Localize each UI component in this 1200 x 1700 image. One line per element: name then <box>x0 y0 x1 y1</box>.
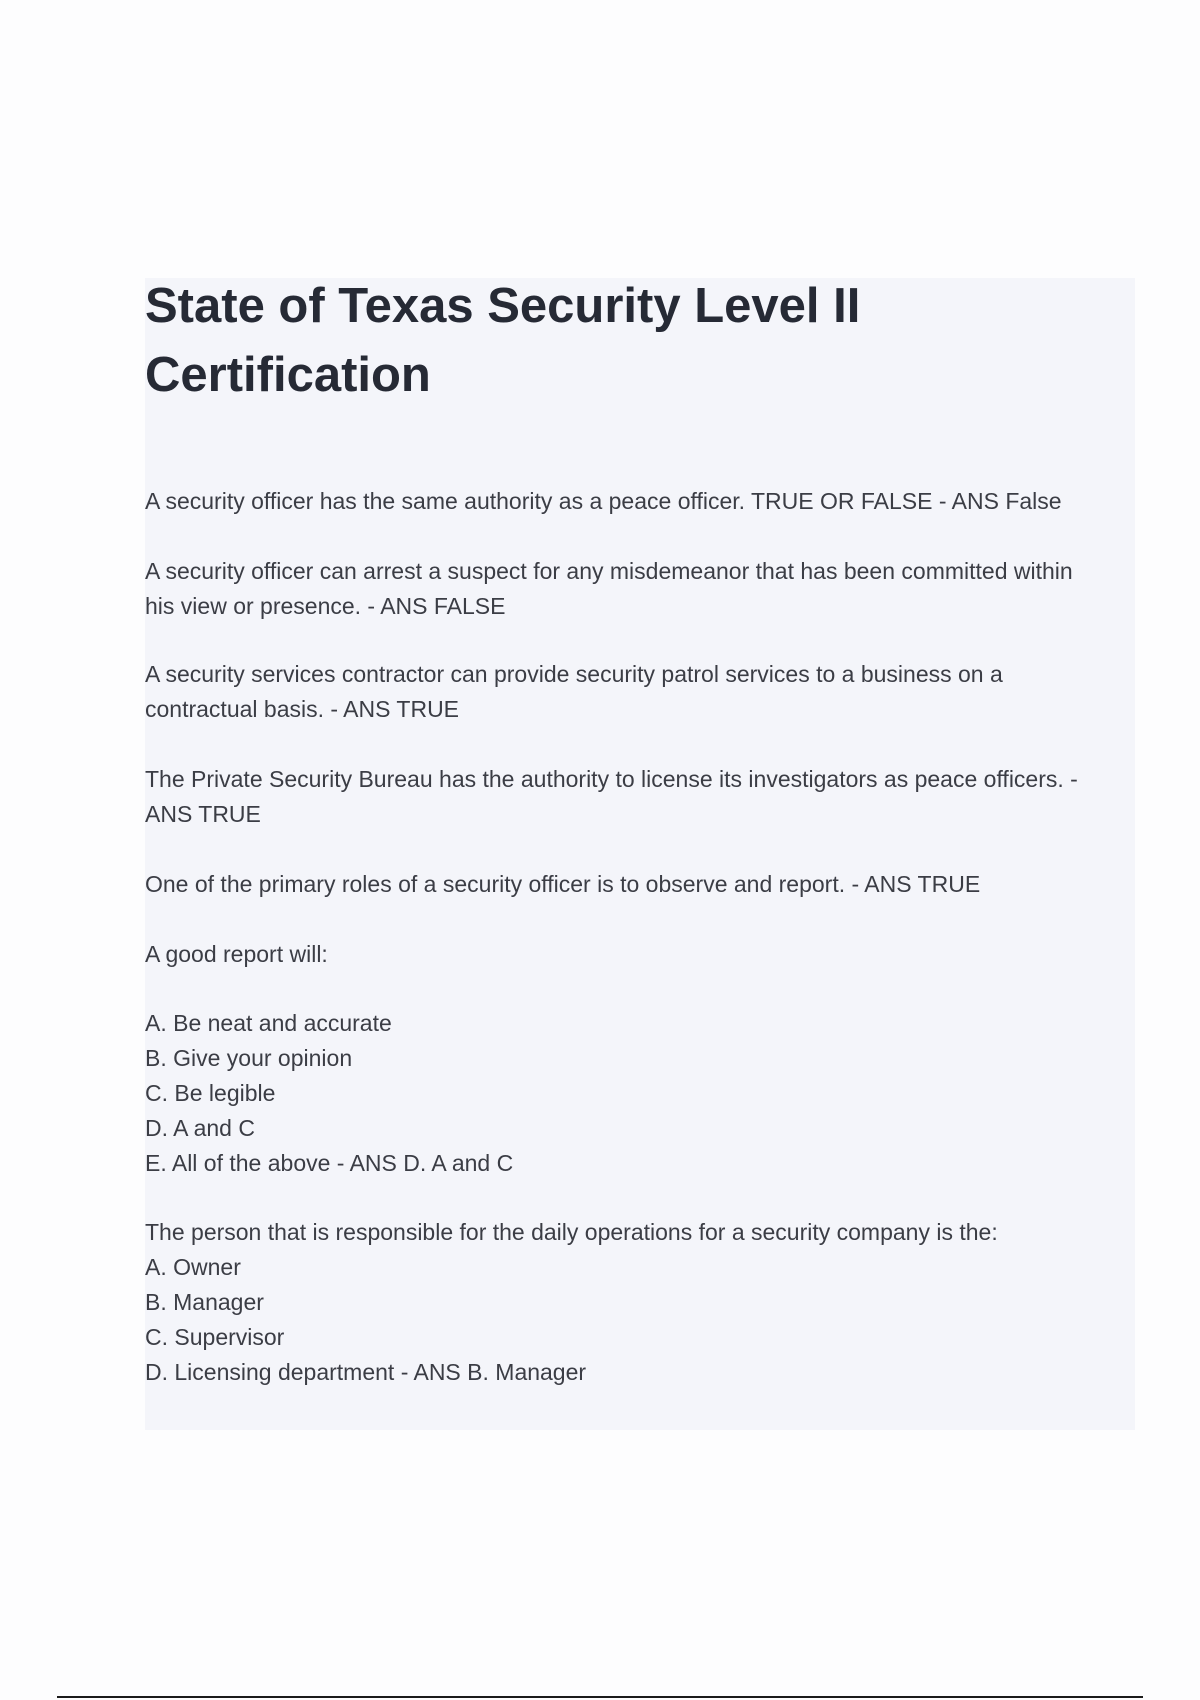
document-title-line-2: Certification <box>145 348 431 402</box>
question-7 <box>145 1215 1145 1390</box>
question-6-option-e: E. All of the above - ANS D. A and C <box>145 1150 514 1176</box>
question-6-option-b: B. Give your opinion <box>145 1045 353 1071</box>
question-3-line-1: A security services contractor can provide security patrol services to a business on a <box>145 661 1003 687</box>
document-title <box>145 272 1085 410</box>
question-2 <box>145 554 1145 624</box>
document-title-line-1: State of Texas Security Level II <box>145 279 861 333</box>
question-6 <box>145 937 1145 972</box>
question-1-line-1: A security officer has the same authority as a peace officer. TRUE OR FALSE - ANS False <box>145 488 1062 514</box>
question-4 <box>145 762 1145 832</box>
question-6-line-1: A good report will: <box>145 941 328 967</box>
question-2-line-1: A security officer can arrest a suspect for any misdemeanor that has been committed within <box>145 558 1073 584</box>
question-7-line-1: The person that is responsible for the daily operations for a security company is the: <box>145 1219 998 1245</box>
question-7-option-a: A. Owner <box>145 1254 241 1280</box>
question-1 <box>145 484 1145 519</box>
question-7-option-d: D. Licensing department - ANS B. Manager <box>145 1359 587 1385</box>
question-2-line-2: his view or presence. - ANS FALSE <box>145 593 506 619</box>
question-3 <box>145 657 1145 727</box>
question-4-line-2: ANS TRUE <box>145 801 261 827</box>
question-6-option-c: C. Be legible <box>145 1080 276 1106</box>
question-3-line-2: contractual basis. - ANS TRUE <box>145 696 460 722</box>
question-6-option-d: D. A and C <box>145 1115 255 1141</box>
question-6-options <box>145 1006 1145 1181</box>
footer-divider <box>57 1696 1143 1698</box>
question-5 <box>145 867 1145 902</box>
question-4-line-1: The Private Security Bureau has the authority to license its investigators as peace officers. - <box>145 766 1078 792</box>
question-7-option-c: C. Supervisor <box>145 1324 285 1350</box>
question-7-option-b: B. Manager <box>145 1289 264 1315</box>
question-6-option-a: A. Be neat and accurate <box>145 1010 392 1036</box>
question-5-line-1: One of the primary roles of a security officer is to observe and report. - ANS TRUE <box>145 871 981 897</box>
